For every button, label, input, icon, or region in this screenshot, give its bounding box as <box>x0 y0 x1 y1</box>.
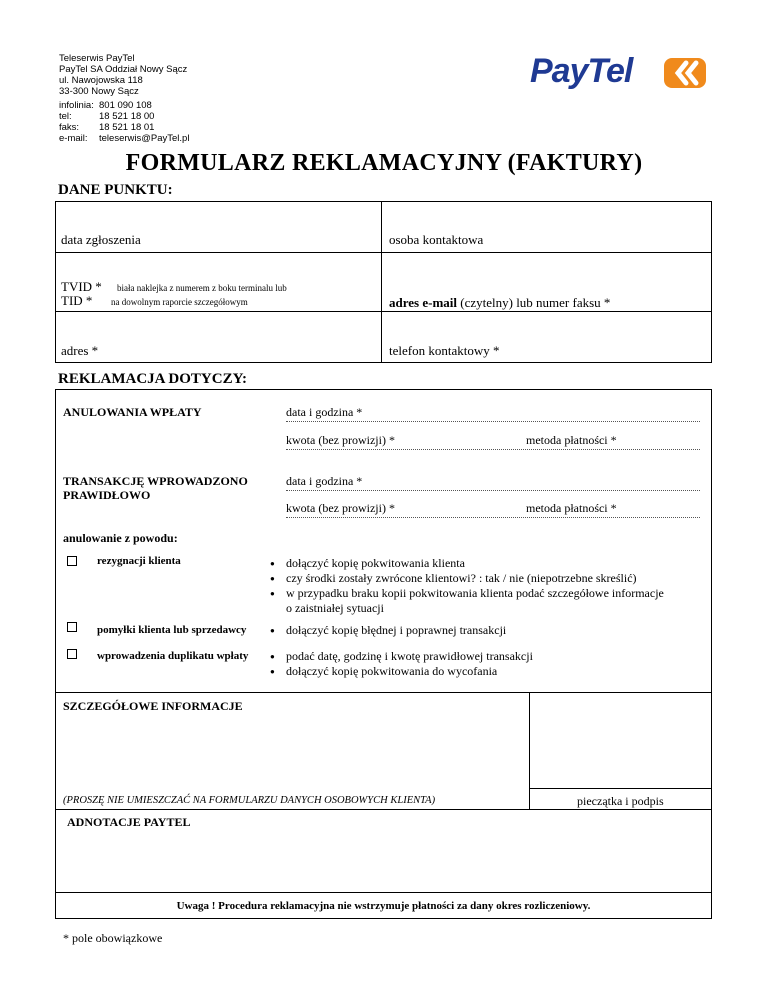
reason-bullets <box>270 623 710 638</box>
contact-info <box>59 100 189 144</box>
contact-value: teleserwis@PayTel.pl <box>99 133 190 144</box>
bullet-item: ● czy środki zostały zwrócone klientowi? : tak / nie (niepotrzebne skreślić) <box>270 571 710 586</box>
trans-data-field[interactable] <box>286 474 700 491</box>
email-label-rest: (czytelny) lub numer faksu * <box>457 295 611 310</box>
anul-data-label: data i godzina * <box>286 405 363 419</box>
data-zgloszenia-field[interactable]: data zgłoszenia <box>61 232 141 247</box>
divider <box>55 252 712 253</box>
szczegoly-note: (PROSZĘ NIE UMIESZCZAĆ NA FORMULARZU DANYCH OSOBOWYCH KLIENTA) <box>63 795 436 806</box>
paytel-logo <box>530 52 710 92</box>
section-heading-reklamacja: REKLAMACJA DOTYCZY: <box>58 371 248 387</box>
divider <box>381 201 382 363</box>
divider <box>55 892 712 893</box>
contact-label: faks: <box>59 122 80 133</box>
reason-bullets <box>270 556 710 616</box>
company-address <box>59 53 187 97</box>
stamp-area[interactable] <box>533 697 709 785</box>
anulowania-heading: ANULOWANIA WPŁATY <box>63 405 202 419</box>
anul-data-field[interactable] <box>286 405 700 422</box>
contact-value: 18 521 18 01 <box>99 122 155 133</box>
logo-text: PayTel <box>530 52 633 90</box>
tvid-field[interactable]: TVID * <box>61 279 102 294</box>
trans-metoda-label: metoda płatności * <box>526 501 617 515</box>
bullet-item: ● dołączyć kopię pokwitowania klienta <box>270 556 710 571</box>
dane-punktu-box <box>55 201 712 363</box>
szczegoly-heading: SZCZEGÓŁOWE INFORMACJE <box>63 699 243 713</box>
email-label-bold: adres e-mail <box>389 295 457 310</box>
company-line: 33-300 Nowy Sącz <box>59 86 139 97</box>
reason-label: pomyłki klienta lub sprzedawcy <box>97 624 247 636</box>
rezygnacja-checkbox[interactable] <box>67 556 77 566</box>
szczegoly-textarea[interactable] <box>60 711 524 791</box>
osoba-kontaktowa-field[interactable]: osoba kontaktowa <box>389 232 484 247</box>
bullet-item: ● dołączyć kopię pokwitowania do wycofania <box>270 664 710 679</box>
company-line: ul. Nawojowska 118 <box>59 75 143 86</box>
bullet-item: ● w przypadku braku kopii pokwitowania klienta podać szczegółowe informacje <box>270 586 710 601</box>
reason-bullets <box>270 649 710 679</box>
divider <box>529 693 530 810</box>
logo-mark-icon <box>662 56 708 90</box>
bullet-item: ● podać datę, godzinę i kwotę prawidłowej transakcji <box>270 649 710 664</box>
anul-kwota-row[interactable] <box>286 433 700 450</box>
pomylka-checkbox[interactable] <box>67 622 77 632</box>
contact-label: infolinia: <box>59 100 94 111</box>
anul-metoda-label: metoda płatności * <box>526 433 617 447</box>
contact-label: tel: <box>59 111 72 122</box>
anul-kwota-label: kwota (bez prowizji) * <box>286 433 395 447</box>
company-line: PayTel SA Oddział Nowy Sącz <box>59 64 188 75</box>
trans-kwota-label: kwota (bez prowizji) * <box>286 501 395 515</box>
divider <box>529 788 712 789</box>
adres-field[interactable]: adres * <box>61 343 99 358</box>
bullet-continuation: o zaistniałej sytuacji <box>286 601 384 615</box>
tvid-hint: na dowolnym raporcie szczegółowym <box>111 297 248 307</box>
reason-label: wprowadzenia duplikatu wpłaty <box>97 650 249 662</box>
tvid-hint: biała naklejka z numerem z boku terminalu lub <box>117 283 287 293</box>
trans-kwota-row[interactable] <box>286 501 700 518</box>
bullet-item: ● dołączyć kopię błędnej i poprawnej transakcji <box>270 623 710 638</box>
section-heading-dane: DANE PUNKTU: <box>58 182 173 198</box>
powod-heading: anulowanie z powodu: <box>63 531 178 545</box>
stamp-label: pieczątka i podpis <box>577 794 664 808</box>
tid-field[interactable]: TID * <box>61 293 93 308</box>
company-line: Teleserwis PayTel <box>59 53 135 64</box>
contact-value: 801 090 108 <box>99 100 152 111</box>
contact-value: 18 521 18 00 <box>99 111 155 122</box>
trans-data-label: data i godzina * <box>286 474 363 488</box>
divider <box>55 311 712 312</box>
adnotacje-heading: ADNOTACJE PAYTEL <box>67 815 191 829</box>
email-field[interactable] <box>389 295 610 311</box>
reason-label: rezygnacji klienta <box>97 555 181 567</box>
footer-note: * pole obowiązkowe <box>63 931 163 945</box>
duplikat-checkbox[interactable] <box>67 649 77 659</box>
contact-label: e-mail: <box>59 133 88 144</box>
transakcje-heading: TRANSAKCJĘ WPROWADZONO <box>63 474 248 488</box>
uwaga-note: Uwaga ! Procedura reklamacyjna nie wstrzymuje płatności za dany okres rozliczeniowy. <box>176 900 591 912</box>
telefon-field[interactable]: telefon kontaktowy * <box>389 343 500 358</box>
transakcje-heading: PRAWIDŁOWO <box>63 488 151 502</box>
form-title: FORMULARZ REKLAMACYJNY (FAKTURY) <box>125 150 643 176</box>
